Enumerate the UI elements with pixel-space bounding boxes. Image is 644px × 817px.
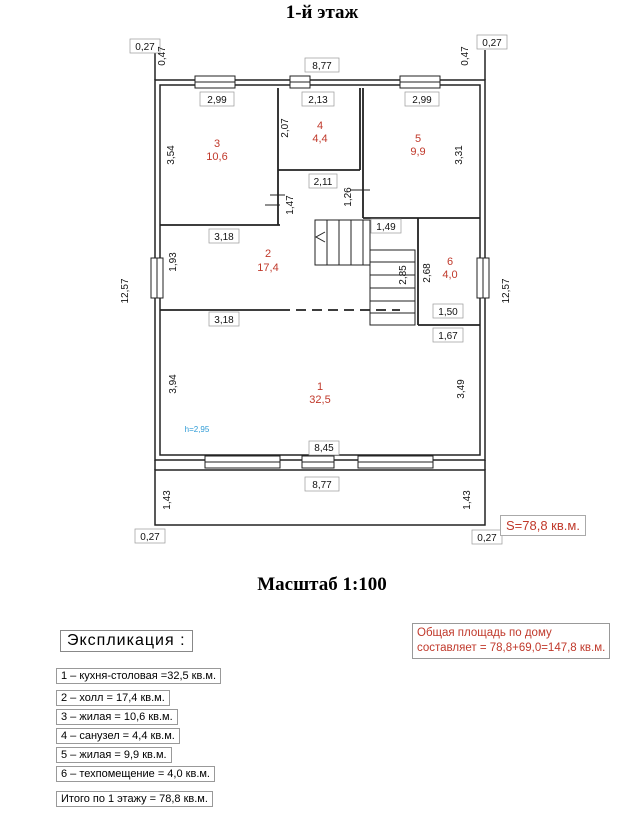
- dim-stair-w: 1,49: [376, 222, 396, 233]
- floor-area-total: S=78,8 кв.м.: [500, 515, 586, 536]
- room-label-4: [312, 120, 327, 145]
- dim-bottom-total: 8,77: [312, 480, 332, 491]
- dim-right-total: 12,57: [501, 278, 512, 304]
- house-total-line1: Общая площадь по дому: [417, 627, 552, 639]
- dim-r4-w: 2,13: [308, 95, 328, 106]
- explication-title: Экспликация :: [60, 630, 193, 652]
- dim-stair-bottom1: 1,50: [438, 307, 458, 318]
- floor-title: 1-й этаж: [285, 2, 359, 23]
- dim-top-total: 8,77: [312, 61, 332, 72]
- dim-wall-tl: 0,27: [135, 42, 155, 53]
- room-area: 17,4: [257, 262, 279, 274]
- dim-r1-h-right: 3,49: [456, 379, 467, 399]
- dim-r3-w: 2,99: [207, 95, 227, 106]
- dim-hall-h: 1,93: [168, 252, 179, 272]
- house-total-area: [412, 623, 610, 659]
- room-number: 3: [213, 138, 221, 150]
- room-label-1: [309, 381, 330, 406]
- room-label-2: [257, 248, 278, 274]
- explication-row: 1 – кухня-столовая =32,5 кв.м.: [56, 668, 221, 684]
- room-area: 32,5: [309, 394, 331, 406]
- scale-label: Масштаб 1:100: [257, 574, 387, 595]
- dim-wall-tr-v: 0,47: [460, 46, 471, 66]
- room-label-6: [442, 256, 457, 281]
- dim-r5-h: 3,31: [454, 145, 465, 165]
- height-mark: h=2,95: [184, 425, 210, 434]
- explication-row: 4 – санузел = 4,4 кв.м.: [56, 728, 180, 744]
- dim-left-total: 12,57: [120, 278, 131, 304]
- dim-stair-h: 2,85: [398, 265, 409, 285]
- dim-r3-h: 3,54: [166, 145, 177, 165]
- room-number: 4: [316, 120, 324, 132]
- explication-total: Итого по 1 этажу = 78,8 кв.м.: [56, 791, 213, 807]
- dim-wall-bl: 0,27: [140, 532, 160, 543]
- explication-row: 5 – жилая = 9,9 кв.м.: [56, 747, 172, 763]
- dim-r4-h: 2,07: [280, 118, 291, 138]
- room-number: 2: [264, 248, 272, 260]
- dim-r6-h: 2,68: [422, 263, 433, 283]
- dim-hall-w-top: 3,18: [214, 232, 234, 243]
- explication-row: 6 – техпомещение = 4,0 кв.м.: [56, 766, 215, 782]
- dim-wall-tr: 0,27: [482, 38, 502, 49]
- explication-row: 2 – холл = 17,4 кв.м.: [56, 690, 170, 706]
- dim-door-h1: 1,47: [285, 195, 296, 215]
- explication-row: 3 – жилая = 10,6 кв.м.: [56, 709, 178, 725]
- dim-r5-w: 2,99: [412, 95, 432, 106]
- room-area: 4,0: [442, 269, 458, 281]
- house-total-line2: составляет = 78,8+69,0=147,8 кв.м.: [417, 642, 606, 654]
- dim-porch-left: 1,43: [162, 490, 173, 510]
- room-number: 5: [414, 133, 422, 145]
- room-label-3: [206, 138, 227, 163]
- dim-r4-bottom: 2,11: [313, 177, 333, 188]
- dim-hall-w-bottom: 3,18: [214, 315, 234, 326]
- dim-wall-tl-v: 0,47: [157, 46, 168, 66]
- dim-stair-bottom2: 1,67: [438, 331, 458, 342]
- dim-porch-right: 1,43: [462, 490, 473, 510]
- room-label-5: [410, 133, 425, 158]
- room-area: 9,9: [410, 146, 426, 158]
- dim-r1-w: 8,45: [314, 443, 334, 454]
- dim-r1-h-left: 3,94: [168, 374, 179, 394]
- dim-wall-br: 0,27: [477, 533, 497, 544]
- room-area: 4,4: [312, 133, 328, 145]
- room-number: 1: [316, 381, 324, 393]
- doors: [265, 190, 370, 205]
- dim-door-h2: 1,26: [343, 187, 354, 207]
- room-number: 6: [446, 256, 454, 268]
- room-area: 10,6: [206, 151, 228, 163]
